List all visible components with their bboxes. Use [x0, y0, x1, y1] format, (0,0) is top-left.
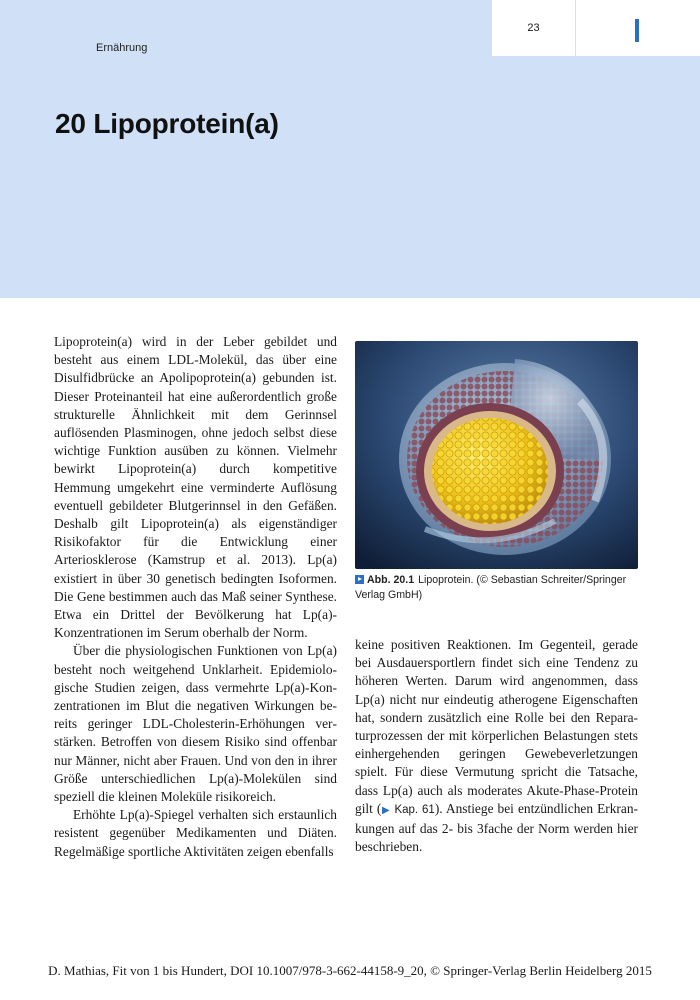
paragraph-text: keine positiven Reaktionen. Im Gegenteil, gerade bei Ausdauersportlern findet sich eine Tendenz zu höheren Werten. Darum wird angenommen, dass Lp(a) nicht nur eindeutig atherogene Eigenschaften hat, sondern zusätzlich eine Rolle bei den Reparaturprozessen der mit körperlichen Belastungen stets einhergehenden geringen Gewebeverletzungen spielt. Für diese Vermutung spricht die Tatsache, dass Lp(a) auch als moderates Akute-Phase-Protein gilt (	[355, 637, 638, 816]
thumb-index-marker	[635, 19, 639, 42]
figure-caption-text: Lipoprotein. (© Sebastian Schreiter/Springer Verlag GmbH)	[355, 574, 627, 601]
paragraph-text: ). Anstiege bei entzündlichen Erkrankungen auf das 2- bis 3fache der Norm werden hier beschrieben.	[355, 800, 638, 855]
paragraph	[355, 636, 638, 856]
citation-footer: D. Mathias, Fit von 1 bis Hundert, DOI 10.1007/978-3-662-44158-9_20, © Springer-Verlag Berlin Heidelberg 2015	[48, 963, 652, 978]
figure-caption	[355, 573, 645, 603]
page-number: 23	[492, 0, 575, 56]
figure-marker-icon	[355, 575, 364, 584]
paragraph: Erhöhte Lp(a)-Spiegel verhalten sich erstaunlich resistent gegenüber Medikamenten und Diäten. Regelmäßige sportliche Aktivitäten zeigen ebenfalls	[54, 807, 337, 859]
paragraph: Lipoprotein(a) wird in der Leber gebildet und besteht aus einem LDL-Molekül, das über eine Disulfidbrücke an Apolipoprotein(a) gebunden ist. Dieser Proteinanteil hat eine außerordentlich große strukturelle Ähnlichkeit mit dem Gerinnsel auflösenden Plasminogen, ohne jedoch selbst diese wichtige Funktion ausüben zu können. Vielmehr bewirkt Lipoprotein(a) durch kompetitive Hemmung umgekehrt eine verminderte Auflösung eventuell gebildeter Blutgerinnsel in den Gefäßen. Deshalb gilt Lipoprotein(a) als eigenständiger Risikofaktor für die Entwicklung einer Arteriosklerose (Kamstrup et al. 2013). Lp(a) existiert in über 30 genetisch bedingten Isoformen. Die Gene bestimmen auch das Maß seiner Synthese. Etwa ein Drittel der Bevölkerung hat Lp(a)-Konzentrationen im Serum oberhalb der Norm.	[54, 334, 337, 641]
body-text-left-column	[54, 333, 337, 861]
section-label: Ernährung	[96, 42, 148, 54]
thumb-index-tab	[576, 0, 700, 56]
figure-label: Abb. 20.1	[367, 574, 415, 586]
paragraph: Über die physiologischen Funktionen von Lp(a) besteht noch weitgehend Unklarheit. Epidemiologische Studien zeigen, dass vermehrte Lp(a)-Konzentrationen im Blut die negativen Wirkungen bereits geringer LDL-Cholesterin-Erhöhungen verstärken. Betroffen von diesem Risiko sind offenbar nur Männer, nicht aber Frauen. Und von den in ihrer Größe unterschiedlichen Lp(a)-Molekülen sind speziell die kleinen Moleküle risikoreich.	[54, 643, 337, 805]
lipoprotein-illustration	[355, 341, 638, 569]
body-text-right-column	[355, 636, 638, 856]
chapter-title: 20 Lipoprotein(a)	[55, 108, 279, 139]
reference-arrow-icon: ▶	[381, 804, 391, 816]
chapter-reference-link[interactable]: Kap. 61	[394, 803, 435, 816]
